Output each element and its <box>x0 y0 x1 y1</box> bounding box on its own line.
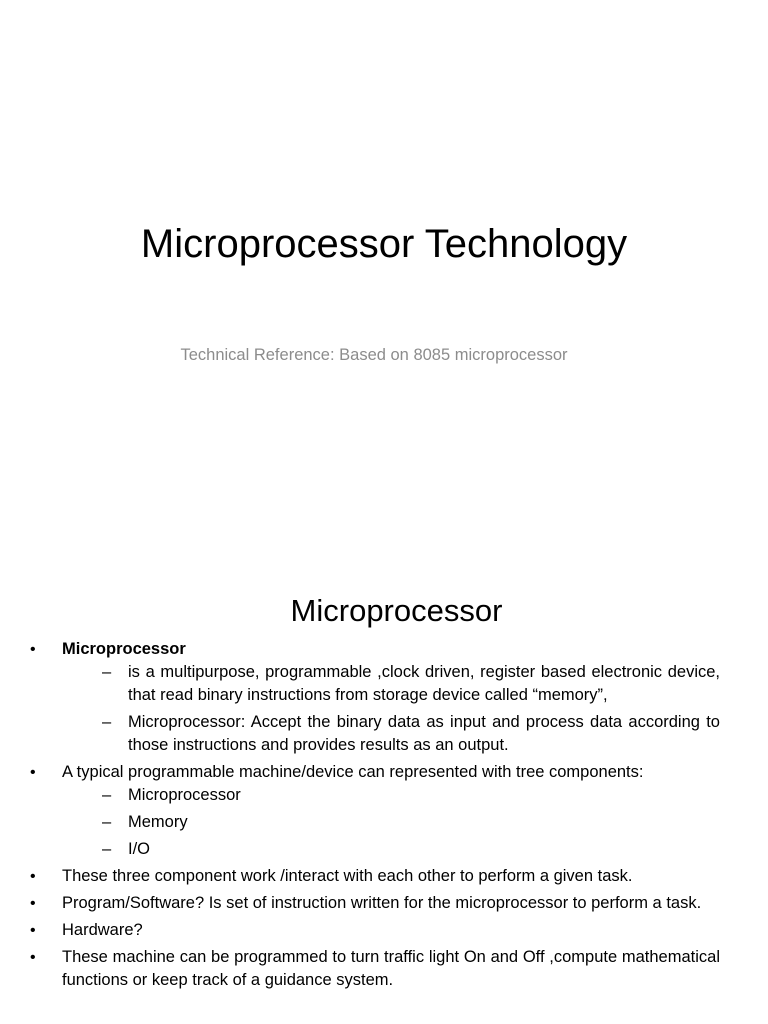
bullet-icon: • <box>30 764 36 781</box>
content-slide <box>0 576 768 1024</box>
dash-icon: – <box>102 713 112 731</box>
sub-bullet-item <box>62 784 720 807</box>
sub-bullet-item <box>62 811 720 834</box>
dash-icon: – <box>102 663 112 681</box>
dash-icon: – <box>102 813 112 831</box>
bullet-item <box>30 761 720 861</box>
sub-bullet-item <box>62 838 720 861</box>
bullet-icon: • <box>30 922 36 939</box>
sub-bullet-item <box>62 711 720 757</box>
bullet-text: Microprocessor <box>62 640 186 658</box>
bullet-icon: • <box>30 868 36 885</box>
bullet-item <box>30 638 720 757</box>
sub-bullet-text: Microprocessor <box>128 786 241 804</box>
sub-bullet-text: is a multipurpose, programmable ,clock driven, register based electronic device, that read binary instructions from storage device called “memory”, <box>128 663 720 704</box>
bullet-icon: • <box>30 641 36 658</box>
bullet-text: These machine can be programmed to turn traffic light On and Off ,compute mathematical functions or keep track of a guidance system. <box>62 948 720 989</box>
bullet-list <box>30 638 720 992</box>
bullet-item <box>30 892 720 915</box>
bullet-text: Hardware? <box>62 921 143 939</box>
bullet-text: Program/Software? Is set of instruction written for the microprocessor to perform a task. <box>62 894 702 912</box>
sub-bullet-item <box>62 661 720 707</box>
bullet-text: These three component work /interact with each other to perform a given task. <box>62 867 633 885</box>
bullet-icon: • <box>30 949 36 966</box>
slide-title: Microprocessor <box>290 593 503 628</box>
bullet-item <box>30 865 720 888</box>
sub-bullet-text: Memory <box>128 813 188 831</box>
sub-bullet-text: I/O <box>128 840 151 858</box>
bullet-icon: • <box>30 895 36 912</box>
bullet-item <box>30 919 720 942</box>
slide-subtitle: Technical Reference: Based on 8085 microprocessor <box>180 346 568 364</box>
bullet-text: A typical programmable machine/device can represented with tree components: <box>62 763 644 781</box>
dash-icon: – <box>102 840 112 858</box>
bullet-item <box>30 946 720 992</box>
dash-icon: – <box>102 786 112 804</box>
slide-title: Microprocessor Technology <box>140 222 628 266</box>
sub-bullet-text: Microprocessor: Accept the binary data as input and process data according to those instructions and provides results as an output. <box>128 713 720 754</box>
